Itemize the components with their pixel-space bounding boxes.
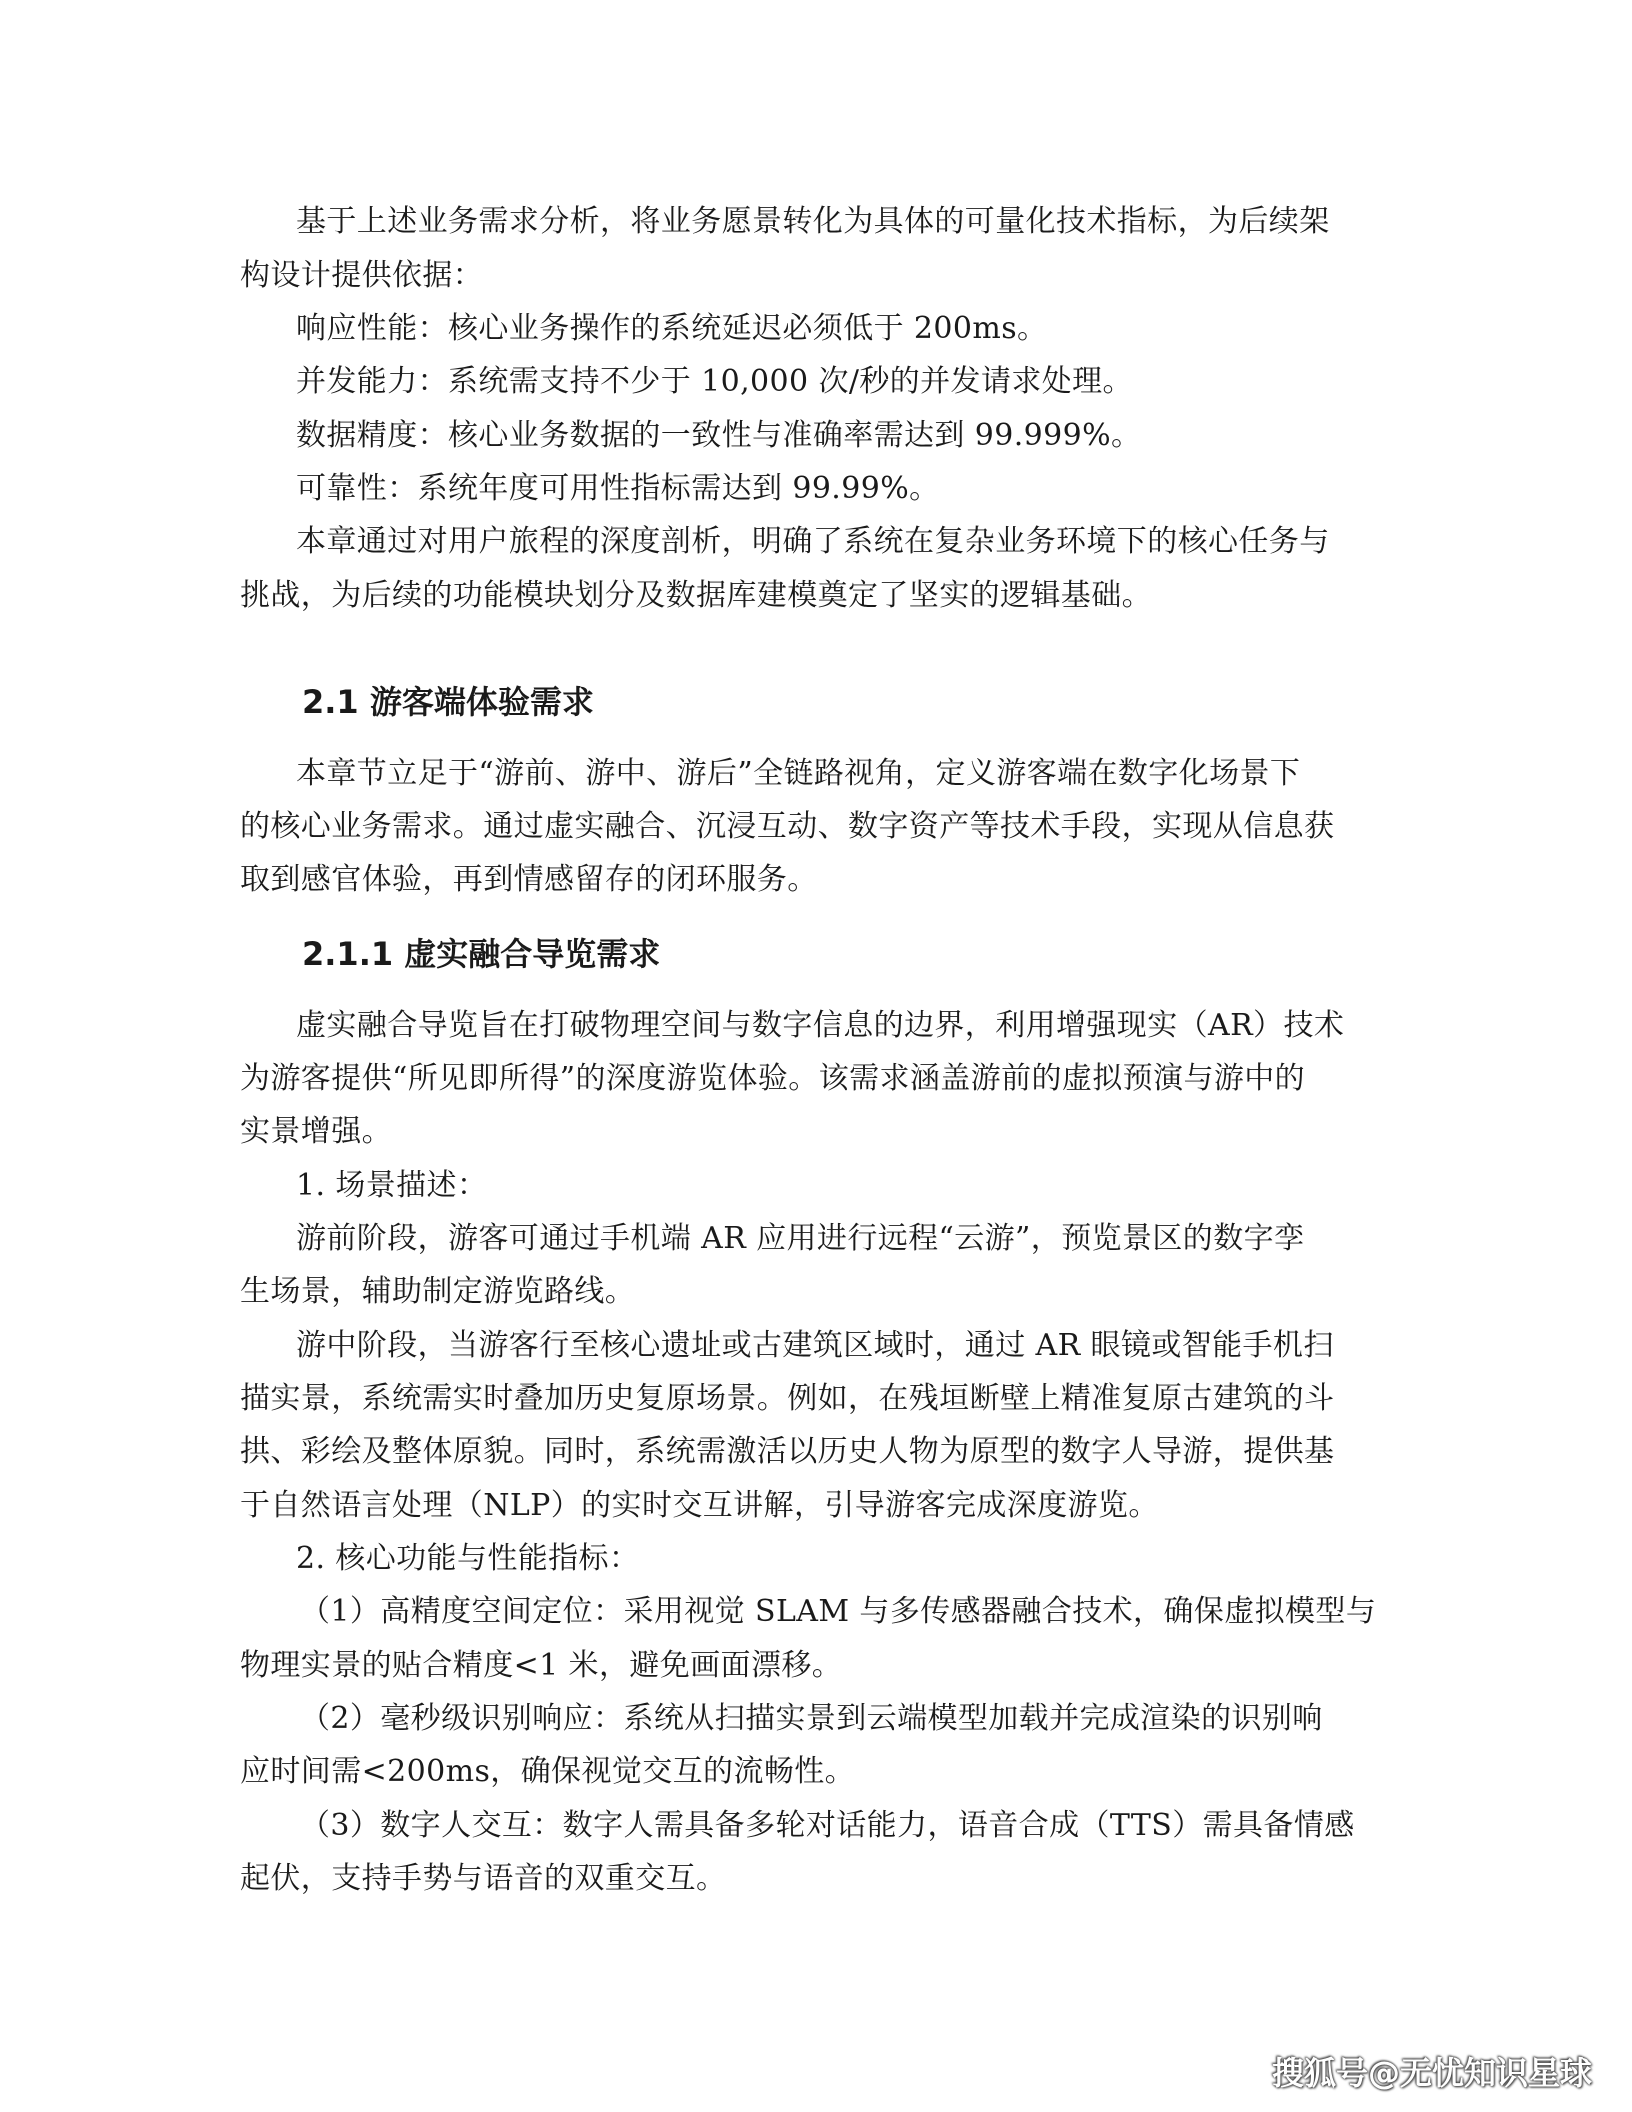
paragraph-line: 实景增强。 [240, 1114, 392, 1149]
paragraph-line: 虚实融合导览旨在打破物理空间与数字信息的边界，利用增强现实（AR）技术 [296, 1008, 1345, 1043]
section-heading-2-1-1: 2.1.1 虚实融合导览需求 [302, 935, 661, 973]
paragraph-line: 于自然语言处理（NLP）的实时交互讲解，引导游客完成深度游览。 [240, 1488, 1159, 1523]
paragraph-line: （1）高精度空间定位：采用视觉 SLAM 与多传感器融合技术，确保虚拟模型与 [300, 1594, 1377, 1629]
paragraph-line: 数据精度：核心业务数据的一致性与准确率需达到 99.999%。 [296, 418, 1142, 453]
paragraph-line: 的核心业务需求。通过虚实融合、沉浸互动、数字资产等技术手段，实现从信息获 [240, 809, 1335, 844]
paragraph-line: 描实景，系统需实时叠加历史复原场景。例如，在残垣断壁上精准复原古建筑的斗 [240, 1381, 1335, 1416]
paragraph-line: （3）数字人交互：数字人需具备多轮对话能力，语音合成（TTS）需具备情感 [300, 1808, 1355, 1843]
paragraph-line: 本章节立足于“游前、游中、游后”全链路视角，定义游客端在数字化场景下 [296, 756, 1301, 791]
paragraph-line: 起伏，支持手势与语音的双重交互。 [240, 1861, 727, 1896]
paragraph-line: 生场景，辅助制定游览路线。 [240, 1274, 636, 1309]
paragraph-line: 游前阶段，游客可通过手机端 AR 应用进行远程“云游”，预览景区的数字孪 [296, 1221, 1305, 1256]
watermark-text: 搜狐号@无忧知识星球 [1271, 2054, 1592, 2092]
paragraph-line: （2）毫秒级识别响应：系统从扫描实景到云端模型加载并完成渲染的识别响 [300, 1701, 1323, 1736]
paragraph-line: 构设计提供依据： [240, 258, 484, 293]
list-item-label: 2. 核心功能与性能指标： [296, 1541, 640, 1576]
paragraph-line: 本章通过对用户旅程的深度剖析，明确了系统在复杂业务环境下的核心任务与 [296, 524, 1330, 559]
paragraph-line: 应时间需<200ms，确保视觉交互的流畅性。 [240, 1754, 856, 1789]
section-heading-2-1: 2.1 游客端体验需求 [302, 683, 594, 721]
list-item-label: 1. 场景描述： [296, 1168, 488, 1203]
paragraph-line: 基于上述业务需求分析，将业务愿景转化为具体的可量化技术指标，为后续架 [296, 204, 1330, 239]
paragraph-line: 物理实景的贴合精度<1 米，避免画面漂移。 [240, 1648, 843, 1683]
paragraph-line: 挑战，为后续的功能模块划分及数据库建模奠定了坚实的逻辑基础。 [240, 578, 1152, 613]
paragraph-line: 响应性能：核心业务操作的系统延迟必须低于 200ms。 [296, 311, 1048, 346]
paragraph-line: 取到感官体验，再到情感留存的闭环服务。 [240, 862, 818, 897]
paragraph-line: 拱、彩绘及整体原貌。同时，系统需激活以历史人物为原型的数字人导游，提供基 [240, 1434, 1335, 1469]
paragraph-line: 游中阶段，当游客行至核心遗址或古建筑区域时，通过 AR 眼镜或智能手机扫 [296, 1328, 1334, 1363]
paragraph-line: 并发能力：系统需支持不少于 10,000 次/秒的并发请求处理。 [296, 364, 1133, 399]
paragraph-line: 为游客提供“所见即所得”的深度游览体验。该需求涵盖游前的虚拟预演与游中的 [240, 1061, 1306, 1096]
paragraph-line: 可靠性：系统年度可用性指标需达到 99.99%。 [296, 471, 940, 506]
